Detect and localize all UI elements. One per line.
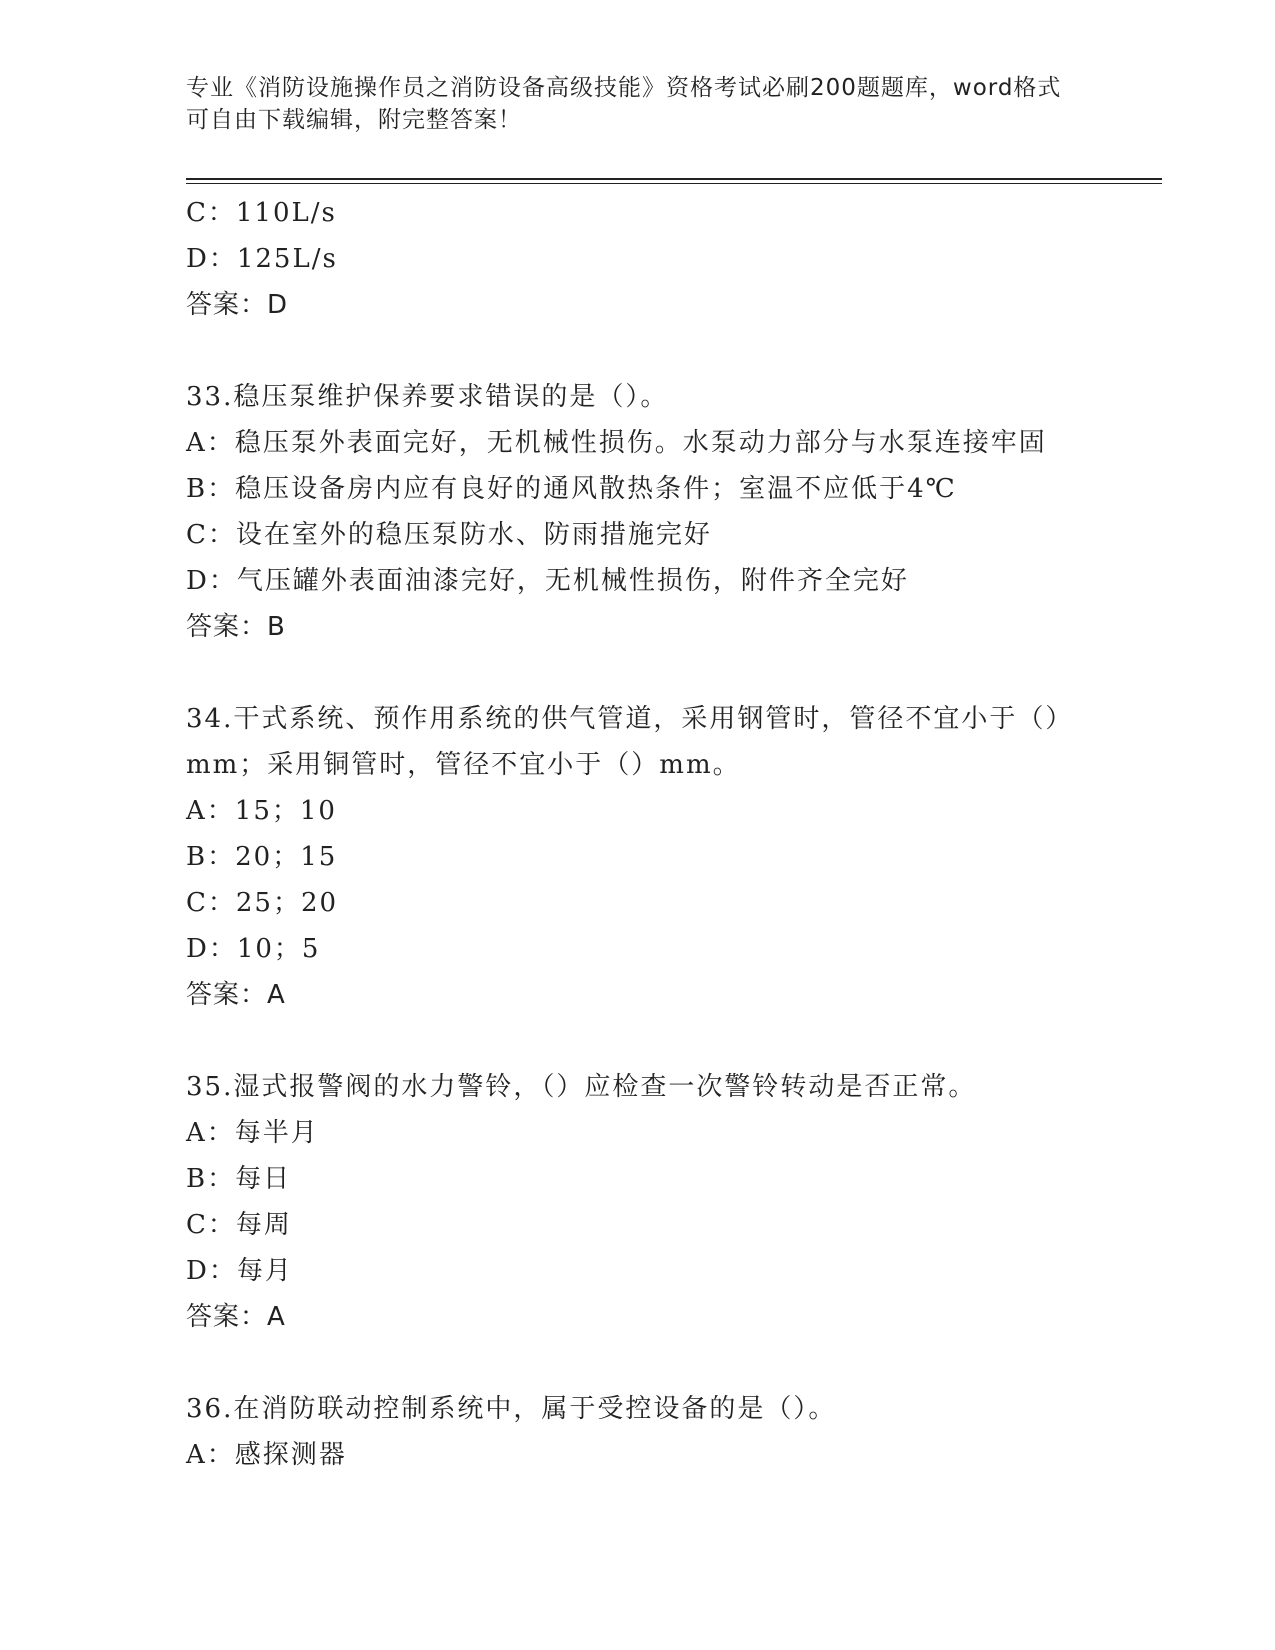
option-b: B：每日 <box>186 1164 292 1194</box>
option-a: A：15；10 <box>186 796 337 826</box>
question-36 <box>186 1386 1086 1478</box>
option-c: C：设在室外的稳压泵防水、防雨措施完好 <box>186 520 712 550</box>
question-text: 33.稳压泵维护保养要求错误的是（）。 <box>186 382 669 412</box>
question-text: 35.湿式报警阀的水力警铃，（）应检查一次警铃转动是否正常。 <box>186 1072 977 1102</box>
option-a: A：每半月 <box>186 1118 319 1148</box>
question-list <box>186 190 1086 1478</box>
answer: 答案：A <box>186 1302 286 1332</box>
option-c: C：25；20 <box>186 888 339 918</box>
header-divider-thin <box>186 183 1162 184</box>
option-a: A：感探测器 <box>186 1440 347 1470</box>
option-d: D：气压罐外表面油漆完好，无机械性损伤，附件齐全完好 <box>186 566 909 596</box>
answer: 答案：D <box>186 290 289 320</box>
option-b: B：20；15 <box>186 842 338 872</box>
option-d: D：125L/s <box>186 244 338 274</box>
question-text: 34.干式系统、预作用系统的供气管道，采用钢管时，管径不宜小于（）mm；采用铜管时，管径不宜小于（）mm。 <box>186 704 1074 780</box>
option-d: D：10；5 <box>186 934 321 964</box>
option-c: C：每周 <box>186 1210 292 1240</box>
answer: 答案：B <box>186 612 286 642</box>
question-34 <box>186 696 1086 1018</box>
option-c: C：110L/s <box>186 198 337 228</box>
answer: 答案：A <box>186 980 286 1010</box>
question-text: 36.在消防联动控制系统中，属于受控设备的是（）。 <box>186 1394 837 1424</box>
question-33 <box>186 374 1086 650</box>
option-a: A：稳压泵外表面完好，无机械性损伤。水泵动力部分与水泵连接牢固 <box>186 428 1047 458</box>
option-b: B：稳压设备房内应有良好的通风散热条件；室温不应低于4℃ <box>186 474 957 504</box>
header-divider <box>186 178 1162 180</box>
document-header: 专业《消防设施操作员之消防设备高级技能》资格考试必刷200题题库，word格式可自由下载编辑，附完整答案！ <box>186 75 1062 133</box>
option-d: D：每月 <box>186 1256 293 1286</box>
question-35 <box>186 1064 1086 1340</box>
